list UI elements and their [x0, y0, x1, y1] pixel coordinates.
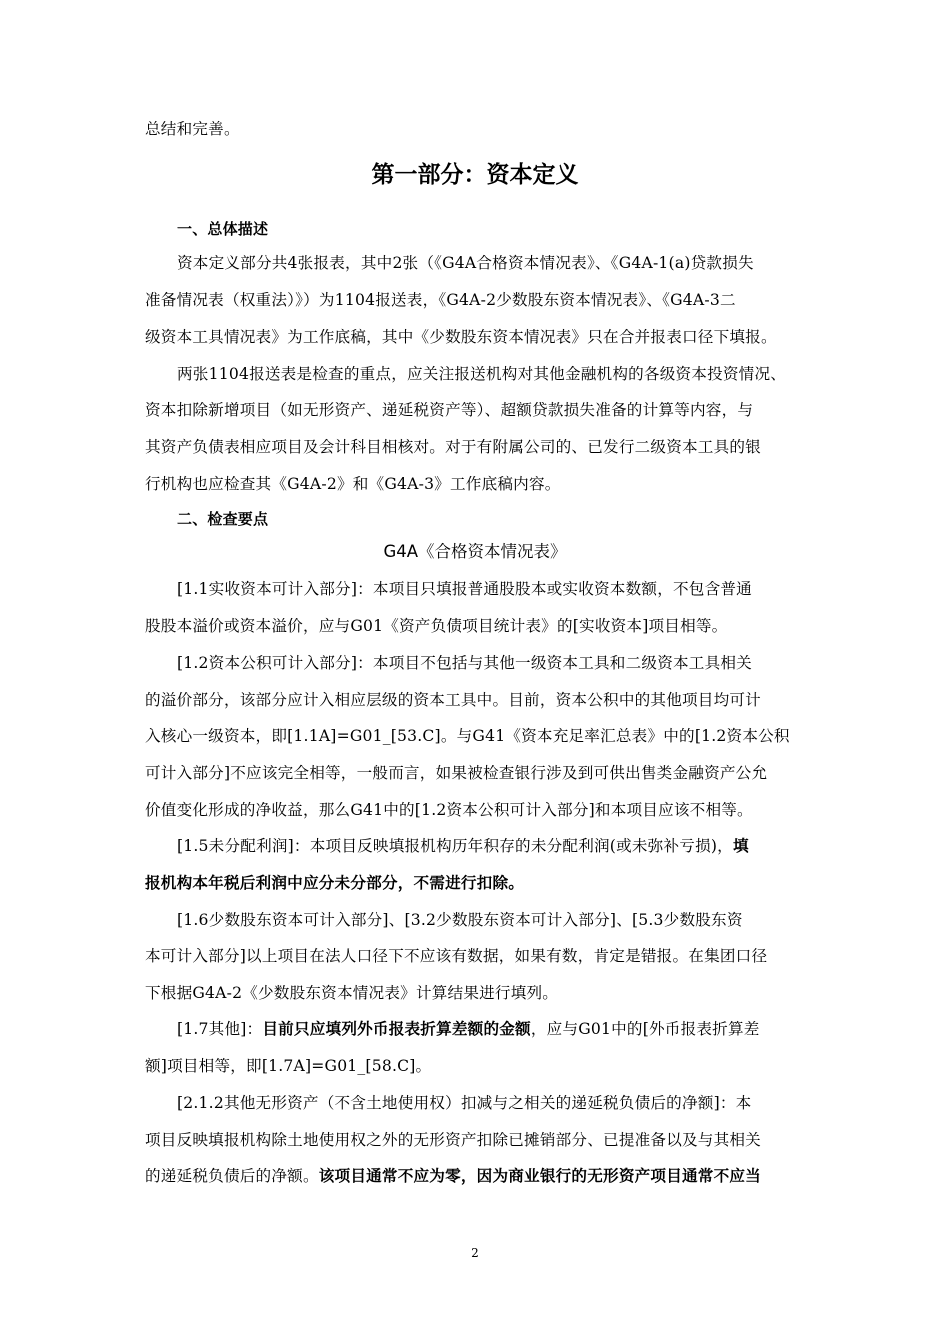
paragraph-line: [1.1实收资本可计入部分]：本项目只填报普通股股本或实收资本数额，不包含普通 — [177, 580, 752, 598]
bold-text-run: 该项目通常不应为零，因为商业银行的无形资产项目通常不应当 — [318, 1167, 761, 1185]
paragraph-line: 下根据G4A-2《少数股东资本情况表》计算结果进行填列。 — [145, 984, 559, 1002]
paragraph-line — [145, 873, 524, 893]
section-heading-points: 二、检查要点 — [177, 510, 269, 528]
page-number: 2 — [471, 1246, 479, 1260]
text-run: [1.5未分配利润]：本项目反映填报机构历年积存的未分配利润(或未弥补亏损)， — [177, 837, 733, 855]
paragraph-line: 价值变化形成的净收益，那么G41中的[1.2资本公积可计入部分]和本项目应该不相等。 — [145, 801, 753, 819]
paragraph-line — [177, 836, 749, 856]
paragraph-line: 准备情况表（权重法）》）为1104报送表，《G4A-2少数股东资本情况表》、《G4A-3二 — [145, 291, 736, 309]
bold-text-run: 填 — [732, 837, 749, 855]
intro-text: 总结和完善。 — [145, 120, 240, 138]
text-run: 的递延税负债后的净额。 — [145, 1167, 319, 1185]
paragraph-line: 资本定义部分共4张报表，其中2张（《G4A合格资本情况表》、《G4A-1(a)贷款损失 — [177, 254, 754, 272]
paragraph-line: 额]项目相等，即[1.7A]=G01_[58.C]。 — [145, 1057, 432, 1075]
paragraph-line: 行机构也应检查其《G4A-2》和《G4A-3》工作底稿内容。 — [145, 475, 561, 493]
paragraph-line: 股股本溢价或资本溢价，应与G01《资产负债项目统计表》的[实收资本]项目相等。 — [145, 617, 728, 635]
paragraph-line: 两张1104报送表是检查的重点，应关注报送机构对其他金融机构的各级资本投资情况、 — [177, 365, 787, 383]
text-run: ，应与G01中的[外币报表折算差 — [530, 1020, 760, 1038]
bold-text-run: 目前只应填列外币报表折算差额的金额 — [262, 1020, 531, 1038]
paragraph-line: 级资本工具情况表》为工作底稿，其中《少数股东资本情况表》只在合并报表口径下填报。 — [145, 328, 777, 346]
bold-text-run: 报机构本年税后利润中应分未分部分，不需进行扣除。 — [145, 874, 525, 892]
paragraph-line: [1.6少数股东资本可计入部分]、[3.2少数股东资本可计入部分]、[5.3少数股东资 — [177, 911, 743, 929]
paragraph-line: 资本扣除新增项目（如无形资产、递延税资产等）、超额贷款损失准备的计算等内容，与 — [145, 401, 754, 419]
paragraph-line: 入核心一级资本，即[1.1A]=G01_[53.C]。与G41《资本充足率汇总表》中的[1.2资本公积 — [145, 727, 790, 745]
paragraph-line: 其资产负债表相应项目及会计科目相核对。对于有附属公司的、已发行二级资本工具的银 — [145, 438, 761, 456]
paragraph-line: [2.1.2其他无形资产（不含土地使用权）扣减与之相关的递延税负债后的净额]：本 — [177, 1094, 752, 1112]
paragraph-line: 项目反映填报机构除土地使用权之外的无形资产扣除已摊销部分、已提准备以及与其相关 — [145, 1131, 761, 1149]
paragraph-line — [145, 1166, 761, 1186]
table-subtitle: G4A《合格资本情况表》 — [383, 542, 567, 561]
page-title: 第一部分：资本定义 — [371, 162, 579, 188]
paragraph-line: 可计入部分]不应该完全相等，一般而言，如果被检查银行涉及到可供出售类金融资产公允 — [145, 764, 768, 782]
paragraph-line: [1.2资本公积可计入部分]：本项目不包括与其他一级资本工具和二级资本工具相关 — [177, 654, 752, 672]
paragraph-line: 的溢价部分，该部分应计入相应层级的资本工具中。目前，资本公积中的其他项目均可计 — [145, 691, 761, 709]
text-run: [1.7其他]： — [177, 1020, 263, 1038]
paragraph-line: 本可计入部分]以上项目在法人口径下不应该有数据，如果有数，肯定是错报。在集团口径 — [145, 947, 768, 965]
section-heading-overview: 一、总体描述 — [177, 220, 269, 238]
paragraph-line — [177, 1019, 760, 1039]
